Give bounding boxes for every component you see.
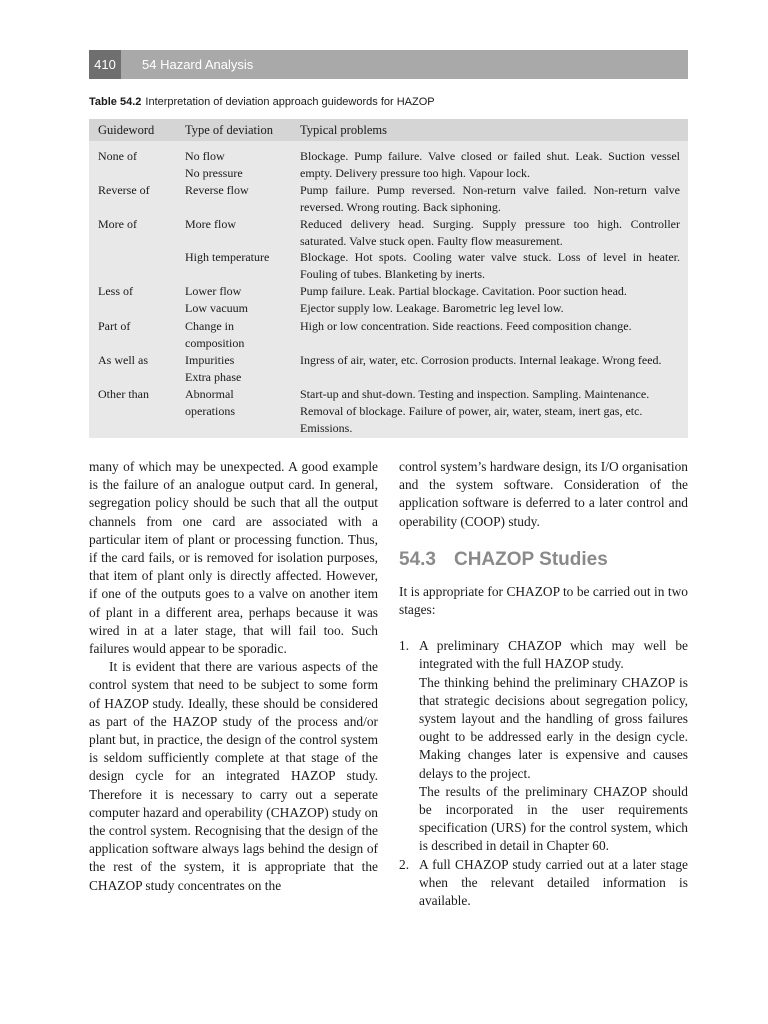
guideword-cell: Part of (98, 319, 131, 333)
deviation-text: Change in (185, 319, 234, 333)
deviation-text: High temperature (185, 250, 270, 264)
list-text: The thinking behind the preliminary CHAZOP is that strategic decisions about segregation policy, system layout and the handling of gross failures ought to be addressed early in the design cycle. Making changes later is expensive and causes delays to the project. (419, 674, 688, 781)
deviation-cell (185, 283, 289, 317)
guideword-cell: More of (98, 217, 137, 231)
problem-line: Start-up and shut-down. Testing and inspection. Sampling. Maintenance. (300, 387, 650, 401)
list-text: A full CHAZOP study carried out at a later stage when the relevant detailed information is available. (419, 856, 688, 909)
guideword-cell: As well as (98, 353, 148, 367)
problems-cell: Reduced delivery head. Surging. Supply pressure too high. Controller saturated. Valve stuck open. Faulty flow measurement. (300, 217, 680, 248)
body-paragraph: control system’s hardware design, its I/O organisation and the system software. Consideration of the application software is deferred to a later control and operability (COOP) study. (399, 459, 688, 529)
page-number: 410 (89, 50, 121, 79)
list-number: 1. (399, 638, 410, 654)
header-problems: Typical problems (300, 123, 387, 137)
deviation-cell (185, 182, 289, 199)
problems-cell: High or low concentration. Side reactions. Feed composition change. (300, 319, 632, 333)
table-title: Interpretation of deviation approach guidewords for HAZOP (145, 96, 435, 108)
deviation-cell (185, 148, 289, 182)
list-number: 2. (399, 856, 410, 872)
problems-cell: Blockage. Pump failure. Valve closed or failed shut. Leak. Suction vessel empty. Delivery pressure too high. Vapour lock. (300, 149, 680, 180)
right-column (399, 458, 688, 910)
table-caption (89, 96, 689, 108)
deviation-text: More flow (185, 217, 236, 231)
deviation-text: Extra phase (185, 369, 242, 384)
deviation-cell (185, 216, 289, 233)
guideword-cell: Less of (98, 284, 133, 298)
deviation-text: Low vacuum (185, 300, 248, 315)
deviation-cell (185, 249, 289, 266)
deviation-text: Reverse flow (185, 183, 249, 197)
section-heading (399, 548, 688, 572)
left-column (89, 458, 378, 895)
problems-cell (300, 386, 680, 436)
list-text: The results of the preliminary CHAZOP should be incorporated in the user requirements specification (URS) for the control system, which is described in detail in Chapter 60. (419, 783, 688, 854)
deviation-cell: Abnormal operations (185, 387, 235, 418)
list-item (399, 637, 688, 855)
problems-cell: Blockage. Hot spots. Cooling water valve stuck. Loss of level in heater. Fouling of tubes. Blanketing by inerts. (300, 250, 680, 281)
problem-line: Removal of blockage. Failure of power, air, water, steam, inert gas, etc. (300, 403, 643, 418)
guideword-cell: Other than (98, 387, 149, 401)
body-paragraph: It is appropriate for CHAZOP to be carried out in two stages: (399, 583, 688, 618)
deviation-text: Lower flow (185, 284, 242, 298)
header-guideword: Guideword (98, 123, 155, 137)
header-deviation: Type of deviation (185, 123, 273, 137)
problem-line: Ejector supply low. Leakage. Barometric leg level low. (300, 300, 564, 315)
guideword-cell: Reverse of (98, 183, 150, 197)
deviation-text: Impurities (185, 353, 235, 367)
section-title: CHAZOP Studies (453, 548, 608, 570)
guideword-cell: None of (98, 149, 137, 163)
problems-cell: Ingress of air, water, etc. Corrosion products. Internal leakage. Wrong feed. (300, 353, 662, 367)
hazop-table (89, 119, 688, 438)
problem-line: Emissions. (300, 420, 353, 435)
body-paragraph: many of which may be unexpected. A good example is the failure of an analogue output card. In general, segregation policy should be such that all the output channels from one card are associated with a particular item of plant or processing function. Thus, if the card fails, or is removed for isolation purposes, that item of plant only is directly affected. However, if one of the outputs goes to a valve on another item of plant in a different area, perhaps because it was wired in at a later stage, that will fail too. Such failures would appear to be sporadic. (89, 459, 378, 657)
list-text: A preliminary CHAZOP which may well be integrated with the full HAZOP study. (419, 638, 688, 672)
deviation-text: No pressure (185, 165, 243, 180)
section-number: 54.3 (399, 548, 436, 570)
problem-line: Pump failure. Leak. Partial blockage. Cavitation. Poor suction head. (300, 284, 627, 298)
problems-cell (300, 283, 680, 317)
table-header-row (89, 119, 688, 141)
running-header (89, 50, 688, 79)
table-label: Table 54.2 (89, 96, 142, 108)
deviation-text: No flow (185, 149, 225, 163)
deviation-cell (185, 352, 289, 386)
deviation-text: composition (185, 335, 245, 350)
body-paragraph: It is evident that there are various aspects of the control system that need to be subject to some form of HAZOP study. Ideally, these should be considered as part of the HAZOP study of the process and/or plant but, in practice, the design of the control system is seldom sufficiently complete at that stage of the design cycle for an integrated HAZOP study. Therefore it is necessary to carry out a seperate computer hazard and operability (CHAZOP) study on the control system. Recognising that the design of the application software always lags behind the design of the rest of the system, it is appropriate that the CHAZOP study concentrates on the (89, 659, 378, 893)
chapter-title: 54 Hazard Analysis (142, 57, 254, 72)
list-item (399, 856, 688, 911)
problems-cell: Pump failure. Pump reversed. Non-return valve failed. Non-return valve reversed. Wrong routing. Back siphoning. (300, 183, 680, 214)
deviation-cell (185, 318, 289, 352)
